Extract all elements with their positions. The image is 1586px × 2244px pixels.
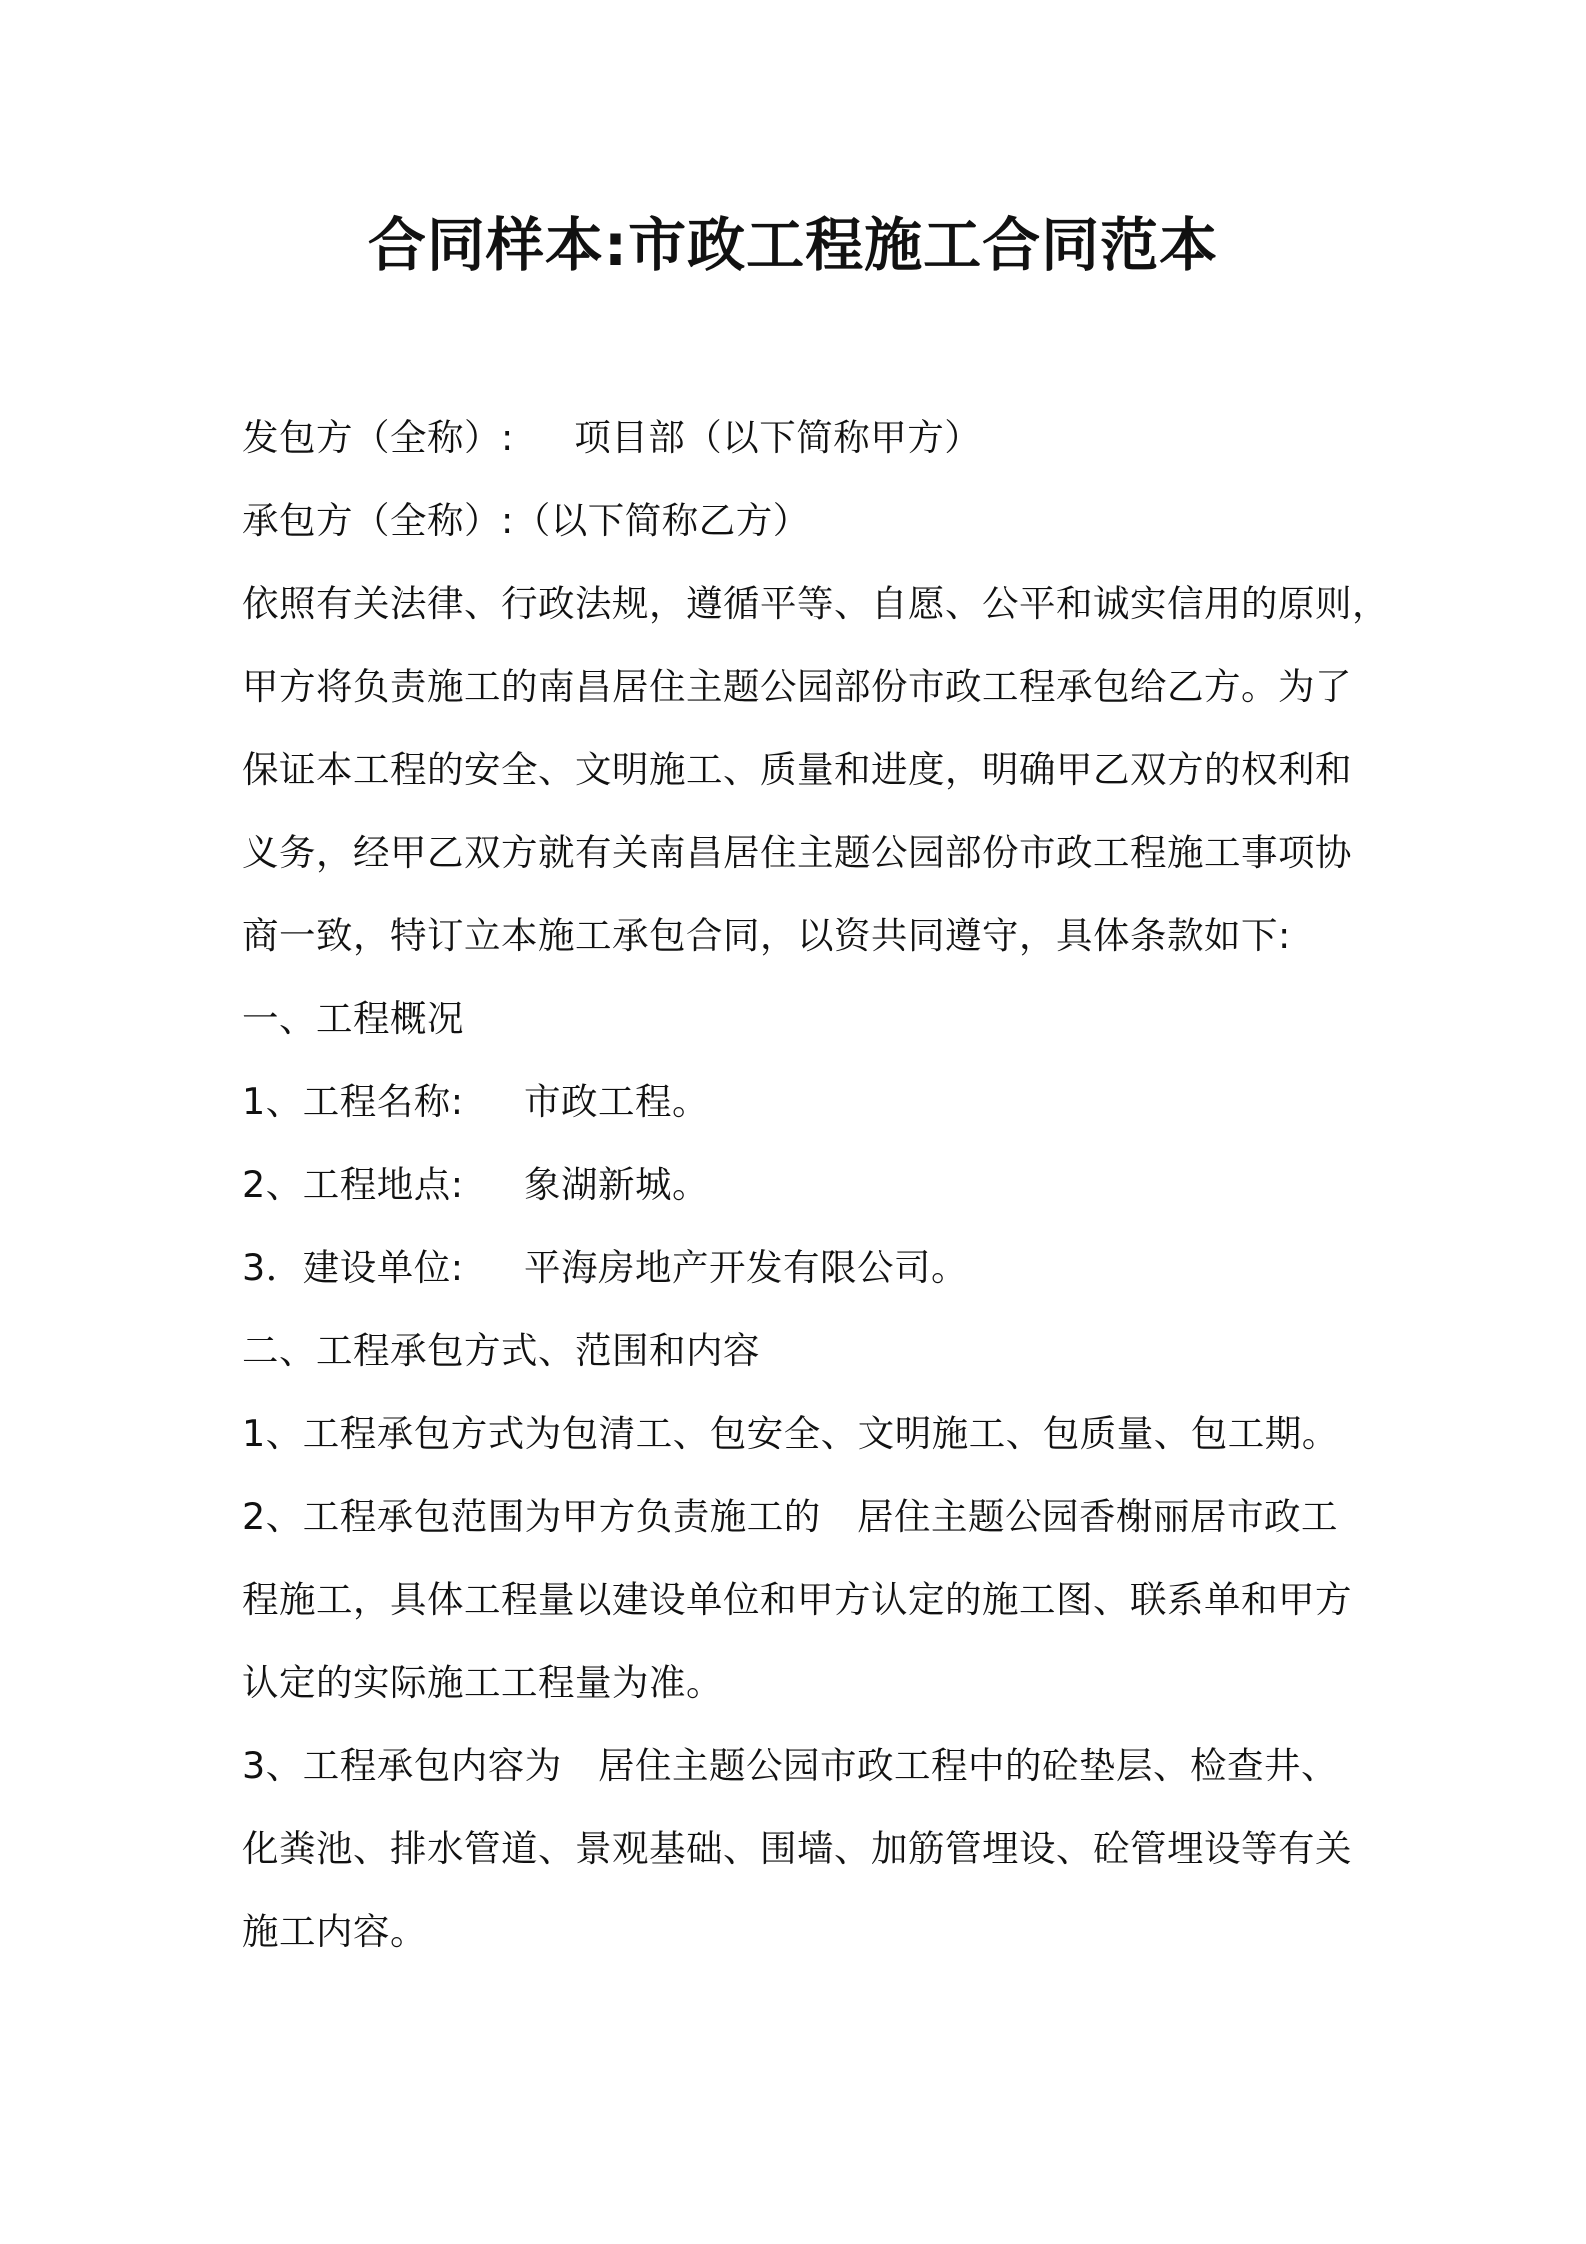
text-line-contract-content-1: 3、工程承包内容为 居住主题公园市政工程中的砼垫层、检查井、: [242, 1744, 1339, 1787]
text-line-contract-method: 1、工程承包方式为包清工、包安全、文明施工、包质量、包工期。: [242, 1412, 1339, 1455]
text-line-project-name: 1、工程名称: 市政工程。: [242, 1080, 710, 1123]
text-line-contract-range-2: 程施工，具体工程量以建设单位和甲方认定的施工图、联系单和甲方: [242, 1578, 1352, 1621]
section-heading-overview: 一、工程概况: [242, 997, 464, 1040]
text-line-project-location: 2、工程地点: 象湖新城。: [242, 1163, 710, 1206]
text-line-party-b: 承包方（全称）:（以下简称乙方）: [242, 499, 810, 542]
document-title: 合同样本:市政工程施工合同范本: [367, 211, 1219, 279]
text-line-contract-range-3: 认定的实际施工工程量为准。: [242, 1661, 723, 1704]
text-line-contract-content-3: 施工内容。: [242, 1910, 427, 1953]
text-line-contract-content-2: 化粪池、排水管道、景观基础、围墙、加筋管埋设、砼管埋设等有关: [242, 1827, 1352, 1870]
text-line-party-a: 发包方（全称）: 项目部（以下简称甲方）: [242, 416, 982, 459]
text-line-preamble-4: 义务，经甲乙双方就有关南昌居住主题公园部份市政工程施工事项协: [242, 831, 1352, 874]
text-line-preamble-2: 甲方将负责施工的南昌居住主题公园部份市政工程承包给乙方。为了: [242, 665, 1352, 708]
text-line-preamble-5: 商一致，特订立本施工承包合同，以资共同遵守，具体条款如下:: [242, 914, 1291, 957]
text-line-construction-unit: 3．建设单位: 平海房地产开发有限公司。: [242, 1246, 969, 1289]
text-line-preamble-1: 依照有关法律、行政法规，遵循平等、自愿、公平和诚实信用的原则，: [242, 582, 1389, 625]
section-heading-contract-scope: 二、工程承包方式、范围和内容: [242, 1329, 760, 1372]
text-line-preamble-3: 保证本工程的安全、文明施工、质量和进度，明确甲乙双方的权利和: [242, 748, 1352, 791]
text-line-contract-range-1: 2、工程承包范围为甲方负责施工的 居住主题公园香榭丽居市政工: [242, 1495, 1339, 1538]
